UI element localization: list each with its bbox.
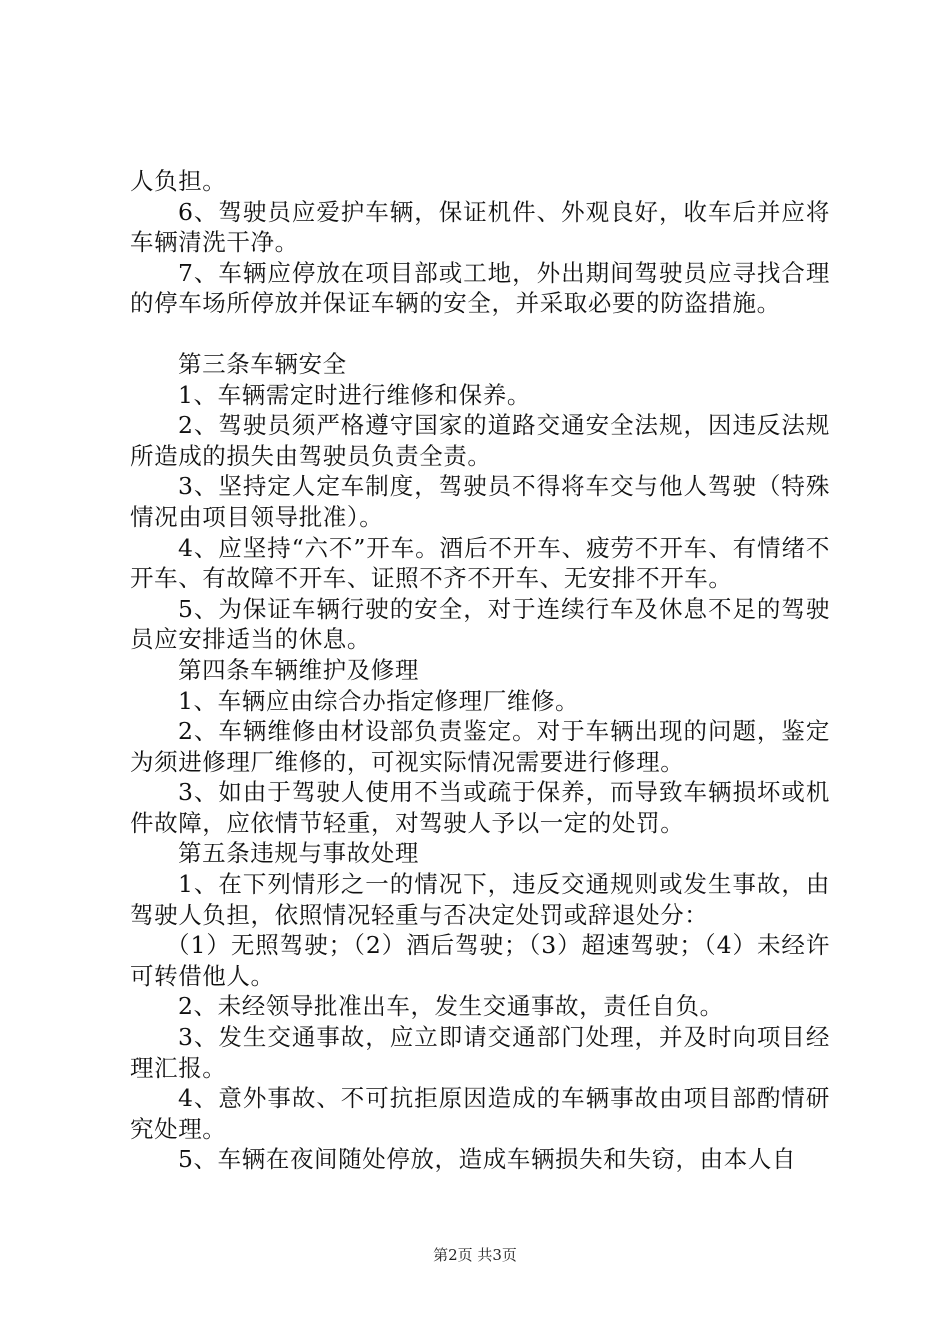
clause-3-item-1: 1、车辆需定时进行维修和保养。 (178, 380, 531, 409)
clause-5-item-1: 1、在下列情形之一的情况下，违反交通规则或发生事故，由驾驶人负担，依照情况轻重与否决定处罚或辞退处分： (130, 870, 830, 929)
document-body (130, 166, 830, 1175)
section-heading-4: 第四条车辆维护及修理 (178, 655, 419, 684)
clause-item-7: 7、车辆应停放在项目部或工地，外出期间驾驶员应寻找合理的停车场所停放并保证车辆的安全，并采取必要的防盗措施。 (130, 258, 830, 318)
paragraph-continuation: 人负担。 (130, 167, 227, 195)
clause-3-item-2: 2、驾驶员须严格遵守国家的道路交通安全法规，因违反法规所造成的损失由驾驶员负责全责。 (130, 411, 830, 470)
clause-5-sub-items: （1）无照驾驶；（2）酒后驾驶；（3）超速驾驶；（4）未经许可转借他人。 (130, 931, 830, 990)
clause-item-6: 6、驾驶员应爱护车辆，保证机件、外观良好，收车后并应将车辆清洗干净。 (130, 197, 830, 257)
section-heading-5: 第五条违规与事故处理 (178, 839, 419, 868)
clause-3-item-4: 4、应坚持“六不”开车。酒后不开车、疲劳不开车、有情绪不开车、有故障不开车、证照不齐不开车、无安排不开车。 (130, 533, 830, 593)
page-number-footer: 第2页 共3页 (433, 1246, 517, 1264)
clause-5-item-4: 4、意外事故、不可抗拒原因造成的车辆事故由项目部酌情研究处理。 (130, 1084, 830, 1143)
clause-4-item-3: 3、如由于驾驶人使用不当或疏于保养，而导致车辆损坏或机件故障，应依情节轻重，对驾驶人予以一定的处罚。 (130, 778, 830, 837)
clause-3-item-3: 3、坚持定人定车制度，驾驶员不得将车交与他人驾驶（特殊情况由项目领导批准）。 (130, 472, 830, 531)
clause-5-item-3: 3、发生交通事故，应立即请交通部门处理，并及时向项目经理汇报。 (130, 1023, 830, 1082)
clause-4-item-1: 1、车辆应由综合办指定修理厂维修。 (178, 686, 580, 715)
section-heading-3: 第三条车辆安全 (178, 349, 347, 378)
section-spacer (130, 319, 830, 349)
clause-5-item-2: 2、未经领导批准出车，发生交通事故，责任自负。 (178, 992, 724, 1021)
clause-4-item-2: 2、车辆维修由材设部负责鉴定。对于车辆出现的问题，鉴定为须进修理厂维修的，可视实际情况需要进行修理。 (130, 717, 830, 776)
clause-5-item-5: 5、车辆在夜间随处停放，造成车辆损失和失窃，由本人自 (178, 1145, 797, 1174)
clause-3-item-5: 5、为保证车辆行驶的安全，对于连续行车及休息不足的驾驶员应安排适当的休息。 (130, 594, 830, 654)
